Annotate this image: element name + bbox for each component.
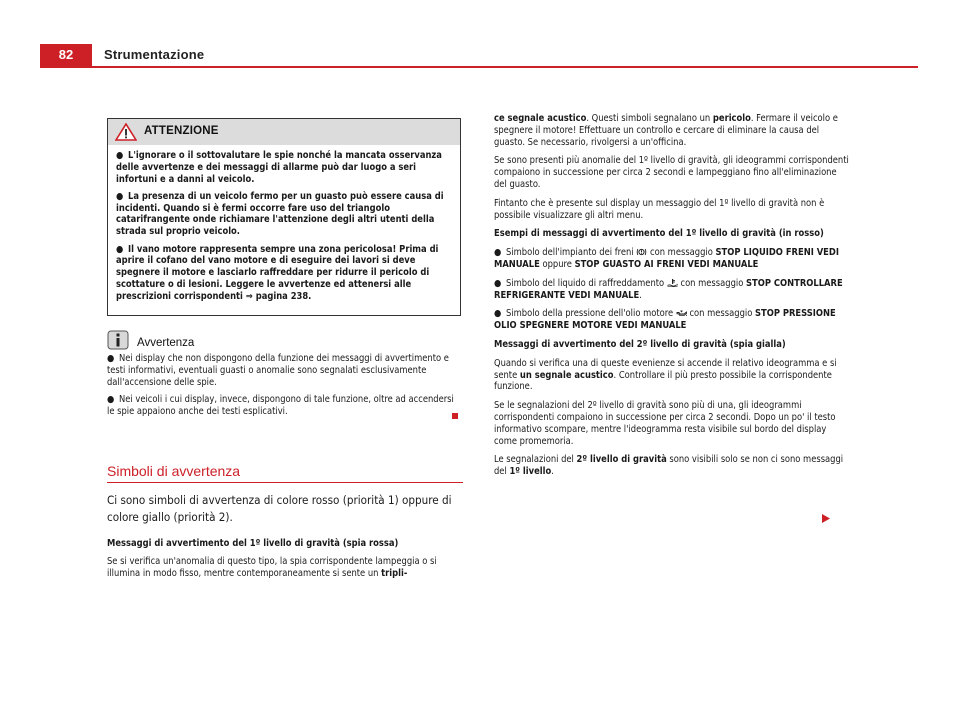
text: Simbolo dell'impianto dei freni bbox=[506, 247, 637, 259]
red-paragraph-2 bbox=[494, 155, 850, 190]
yellow-paragraph-1 bbox=[494, 358, 850, 393]
bullet: ● bbox=[107, 394, 115, 406]
warning-body bbox=[116, 150, 453, 308]
emphasis: STOP LIQUIDO FRENI VEDI MANUALE bbox=[494, 247, 839, 270]
end-of-section-icon bbox=[452, 413, 458, 419]
emphasis: tripli- bbox=[381, 567, 408, 579]
warning-header bbox=[108, 119, 460, 145]
note-item-text: Nei veicoli i cui display, invece, dispongono di tale funzione, oltre ad accendersi le spie appaiono anche dei testi esplicativi. bbox=[107, 394, 454, 418]
page-number: 82 bbox=[40, 44, 92, 66]
warning-item-text: La presenza di un veicolo fermo per un guasto può essere causa di incidenti. Quando si è fermi occorre fare uso del triangolo catarifrangente onde richiamare l'attenzione degli altri utenti della strada sul proprio veicolo. bbox=[116, 190, 444, 238]
yellow-heading: Messaggi di avvertimento del 2º livello di gravità (spia gialla) bbox=[494, 338, 786, 350]
red-warnings-text bbox=[107, 538, 463, 585]
text: sono visibili solo se non ci sono messaggi del bbox=[494, 454, 844, 478]
emphasis: STOP GUASTO AI FRENI VEDI MANUALE bbox=[574, 258, 759, 270]
warning-item bbox=[116, 191, 453, 238]
red-paragraph-3 bbox=[494, 198, 850, 222]
bullet: ● bbox=[494, 247, 502, 259]
example-brake bbox=[494, 247, 850, 271]
emphasis: 1º livello bbox=[509, 466, 552, 478]
header-rule bbox=[40, 66, 918, 68]
oil-pressure-icon bbox=[676, 309, 687, 317]
section-intro: Ci sono simboli di avvertenza di colore rosso (priorità 1) oppure di colore giallo (priorità 2). bbox=[107, 493, 452, 524]
warning-triangle-icon bbox=[115, 123, 137, 141]
emphasis: ce segnale acustico bbox=[494, 113, 587, 124]
bullet: ● bbox=[494, 308, 502, 320]
bullet: ● bbox=[494, 277, 502, 289]
running-header: Strumentazione bbox=[104, 47, 205, 62]
text: oppure bbox=[539, 258, 575, 270]
bullet: ● bbox=[116, 150, 124, 161]
note-item bbox=[107, 394, 463, 418]
note-item bbox=[107, 353, 463, 388]
red-heading: Messaggi di avvertimento del 1º livello di gravità (spia rossa) bbox=[107, 538, 399, 549]
emphasis: pericolo bbox=[712, 113, 751, 124]
emphasis: STOP CONTROLLARE REFRIGERANTE VEDI MANUALE bbox=[494, 277, 843, 301]
continue-arrow-icon bbox=[822, 514, 830, 523]
note-icon bbox=[107, 330, 129, 350]
red-paragraph bbox=[107, 556, 463, 580]
right-column bbox=[494, 113, 850, 485]
examples-heading: Esempi di messaggi di avvertimento del 1º livello di gravità (in rosso) bbox=[494, 228, 824, 240]
coolant-icon bbox=[667, 279, 678, 287]
emphasis: un segnale acustico bbox=[519, 369, 614, 381]
yellow-paragraph-3 bbox=[494, 454, 850, 478]
text: con messaggio bbox=[677, 277, 746, 289]
section-rule bbox=[107, 482, 463, 483]
text: . Questi simboli segnalano un bbox=[586, 113, 713, 124]
text: Se sono presenti più anomalie del 1º livello di gravità, gli ideogrammi corrispondenti compaiono in successione per circa 2 secondi e lampeggiano fino all'eliminazione del guasto. bbox=[494, 155, 849, 190]
text: Fintanto che è presente sul display un messaggio del 1º livello di gravità non è possibile visualizzare gli altri menu. bbox=[494, 197, 825, 221]
warning-item-text: L'ignorare o il sottovalutare le spie nonché la mancata osservanza delle avvertenze e dei messaggi di allarme può dar luogo a seri infortuni e a danni al veicolo. bbox=[116, 150, 442, 185]
note-title: Avvertenza bbox=[137, 337, 195, 349]
bullet: ● bbox=[116, 243, 124, 255]
note-body bbox=[107, 353, 463, 424]
warning-box bbox=[107, 118, 461, 316]
text: . bbox=[639, 289, 642, 301]
warning-item bbox=[116, 150, 453, 185]
example-oil bbox=[494, 308, 850, 332]
warning-item bbox=[116, 244, 453, 303]
text: Simbolo del liquido di raffreddamento bbox=[506, 277, 667, 289]
text: Simbolo della pressione dell'olio motore bbox=[506, 308, 676, 320]
text: con messaggio bbox=[647, 247, 716, 259]
yellow-paragraph-2 bbox=[494, 400, 850, 447]
red-paragraph-cont bbox=[494, 113, 850, 148]
text: Se si verifica un'anomalia di questo tipo, la spia corrispondente lampeggia o si illumina in modo fisso, mentre contemporaneamente si sente un bbox=[107, 555, 437, 579]
bullet: ● bbox=[107, 353, 115, 364]
text: . bbox=[551, 466, 554, 478]
bullet: ● bbox=[116, 190, 124, 202]
emphasis: STOP PRESSIONE OLIO SPEGNERE MOTORE VEDI MANUALE bbox=[494, 308, 836, 332]
example-coolant bbox=[494, 278, 850, 302]
text: Se le segnalazioni del 2º livello di gravità sono più di una, gli ideogrammi corrispondenti compaiono in successione per circa 2 secondi. Dopo un po' il testo informativo scompare, mentre l'ideogramma resta visibile sul bordo del display come promemoria. bbox=[494, 400, 836, 447]
warning-title: ATTENZIONE bbox=[144, 125, 219, 137]
section-title: Simboli di avvertenza bbox=[107, 463, 241, 479]
text: . Controllare il più presto possibile la corrispondente funzione. bbox=[494, 369, 832, 393]
warning-item-text: Il vano motore rappresenta sempre una zona pericolosa! Prima di aprire il cofano del vano motore e di eseguire dei lavori si deve spegnere il motore e lasciarlo raffreddare per ridurre il pericolo di scottature o di lesioni. Leggere le avvertenze ed attenersi alle prescrizioni corrispondenti ⇒ pagina 238. bbox=[116, 243, 439, 302]
emphasis: 2º livello di gravità bbox=[576, 454, 667, 466]
text: Quando si verifica una di queste evenienze si accende il relativo ideogramma e si sente bbox=[494, 357, 837, 381]
brake-icon bbox=[636, 248, 647, 256]
text: con messaggio bbox=[686, 308, 755, 320]
text: Le segnalazioni del bbox=[494, 454, 577, 466]
note-item-text: Nei display che non dispongono della funzione dei messaggi di avvertimento e testi informativi, eventuali guasti o anomalie sono segnalati esclusivamente dall'accensione delle spie. bbox=[107, 353, 449, 388]
text: . Fermare il veicolo e spegnere il motore! Effettuare un controllo e cercare di eliminare la causa del guasto. Se necessario, rivolgersi a un'officina. bbox=[494, 113, 838, 148]
